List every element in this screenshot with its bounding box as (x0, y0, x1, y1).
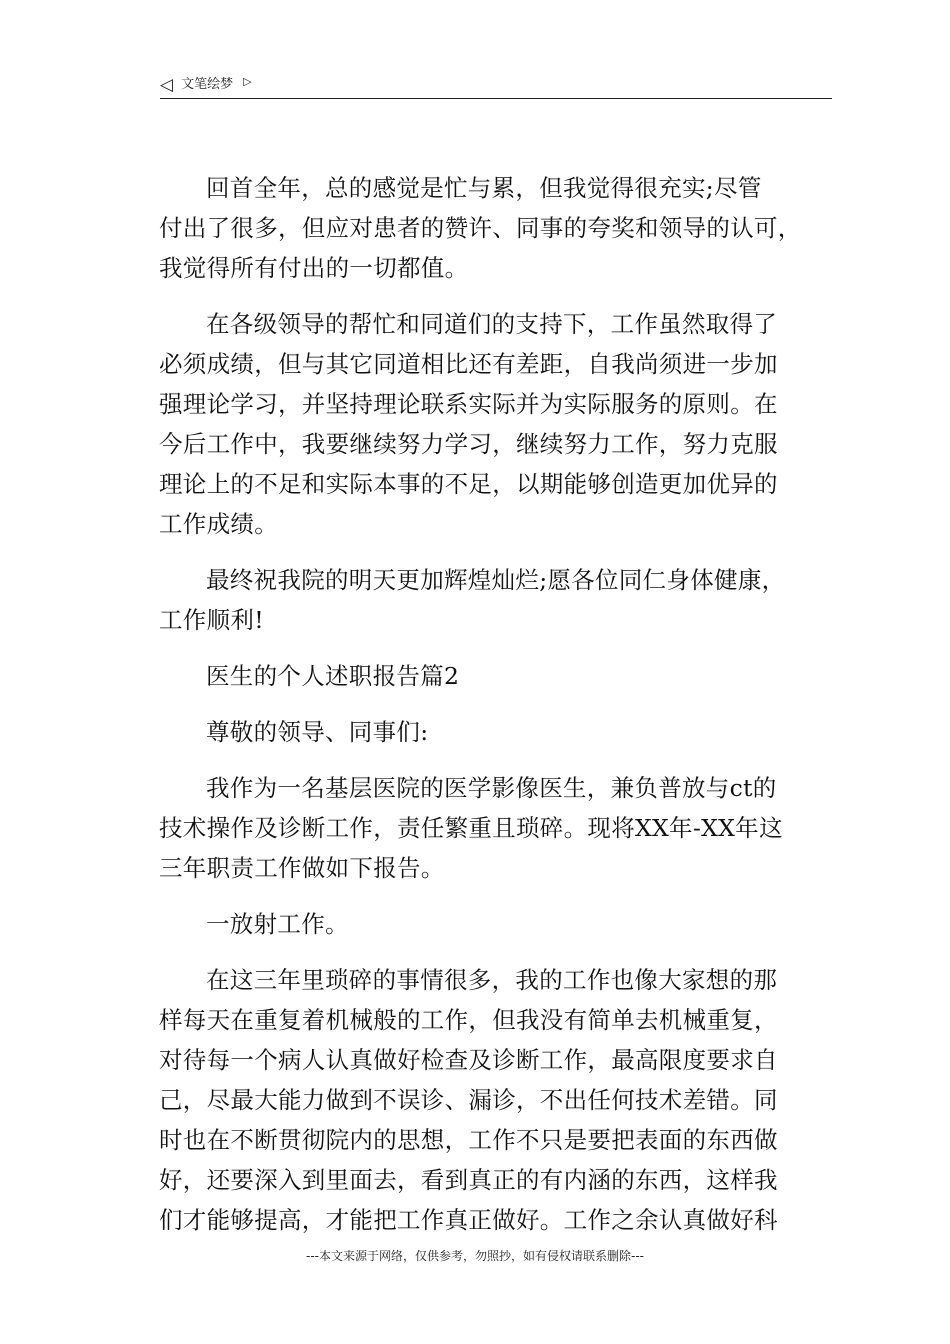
paragraph: 回首全年，总的感觉是忙与累，但我觉得很充实;尽管 付出了很多，但应对患者的赞许、同事的夸奖和领导的认可， 我觉得所有付出的一切都值。 (159, 174, 802, 282)
section-title: 医生的个人述职报告篇2 (206, 662, 460, 690)
header-title: 文笔绘梦 (181, 77, 234, 92)
paragraph: 最终祝我院的明天更加辉煌灿烂;愿各位同仁身体健康， 工作顺利! (159, 566, 786, 634)
salutation: 尊敬的领导、同事们: (206, 718, 429, 746)
paragraph: 在各级领导的帮忙和同道们的支持下，工作虽然取得了 必须成绩，但与其它同道相比还有差距，自我尚须进一步加 强理论学习，并坚持理论联系实际并为实际服务的原则。在 今后工作中，我要继续努力学习，继续努力工作，努力克服 理论上的不足和实际本事的不足，以期能够创造更加优异的 工作成绩。 (159, 310, 778, 538)
paragraph: 在这三年里琐碎的事情很多，我的工作也像大家想的那 样每天在重复着机械般的工作，但我没有简单去机械重复， 对待每一个病人认真做好检查及诊断工作，最高限度要求自 己，尽最大能力做到不误诊、漏诊，不出任何技术差错。同 时也在不断贯彻院内的思想，工作不只是要把表面的东西做 好，还要深入到里面去，看到真正的有内涵的东西，这样我 们才能够提高，才能把工作真正做好。工作之余认真做好科 (159, 966, 778, 1234)
triangle-right-icon: ▷ (243, 75, 252, 88)
triangle-left-icon: ◁ (160, 75, 174, 95)
document-body (159, 168, 835, 1256)
paragraph: 我作为一名基层医院的医学影像医生，兼负普放与ct的 技术操作及诊断工作，责任繁重且琐碎。现将XX年-XX年这 三年职责工作做如下报告。 (159, 774, 783, 882)
footer-disclaimer: ---本文来源于网络，仅供参考，勿照抄，如有侵权请联系删除--- (306, 1249, 644, 1263)
subheading: 一放射工作。 (206, 910, 349, 938)
page-header (160, 72, 832, 99)
